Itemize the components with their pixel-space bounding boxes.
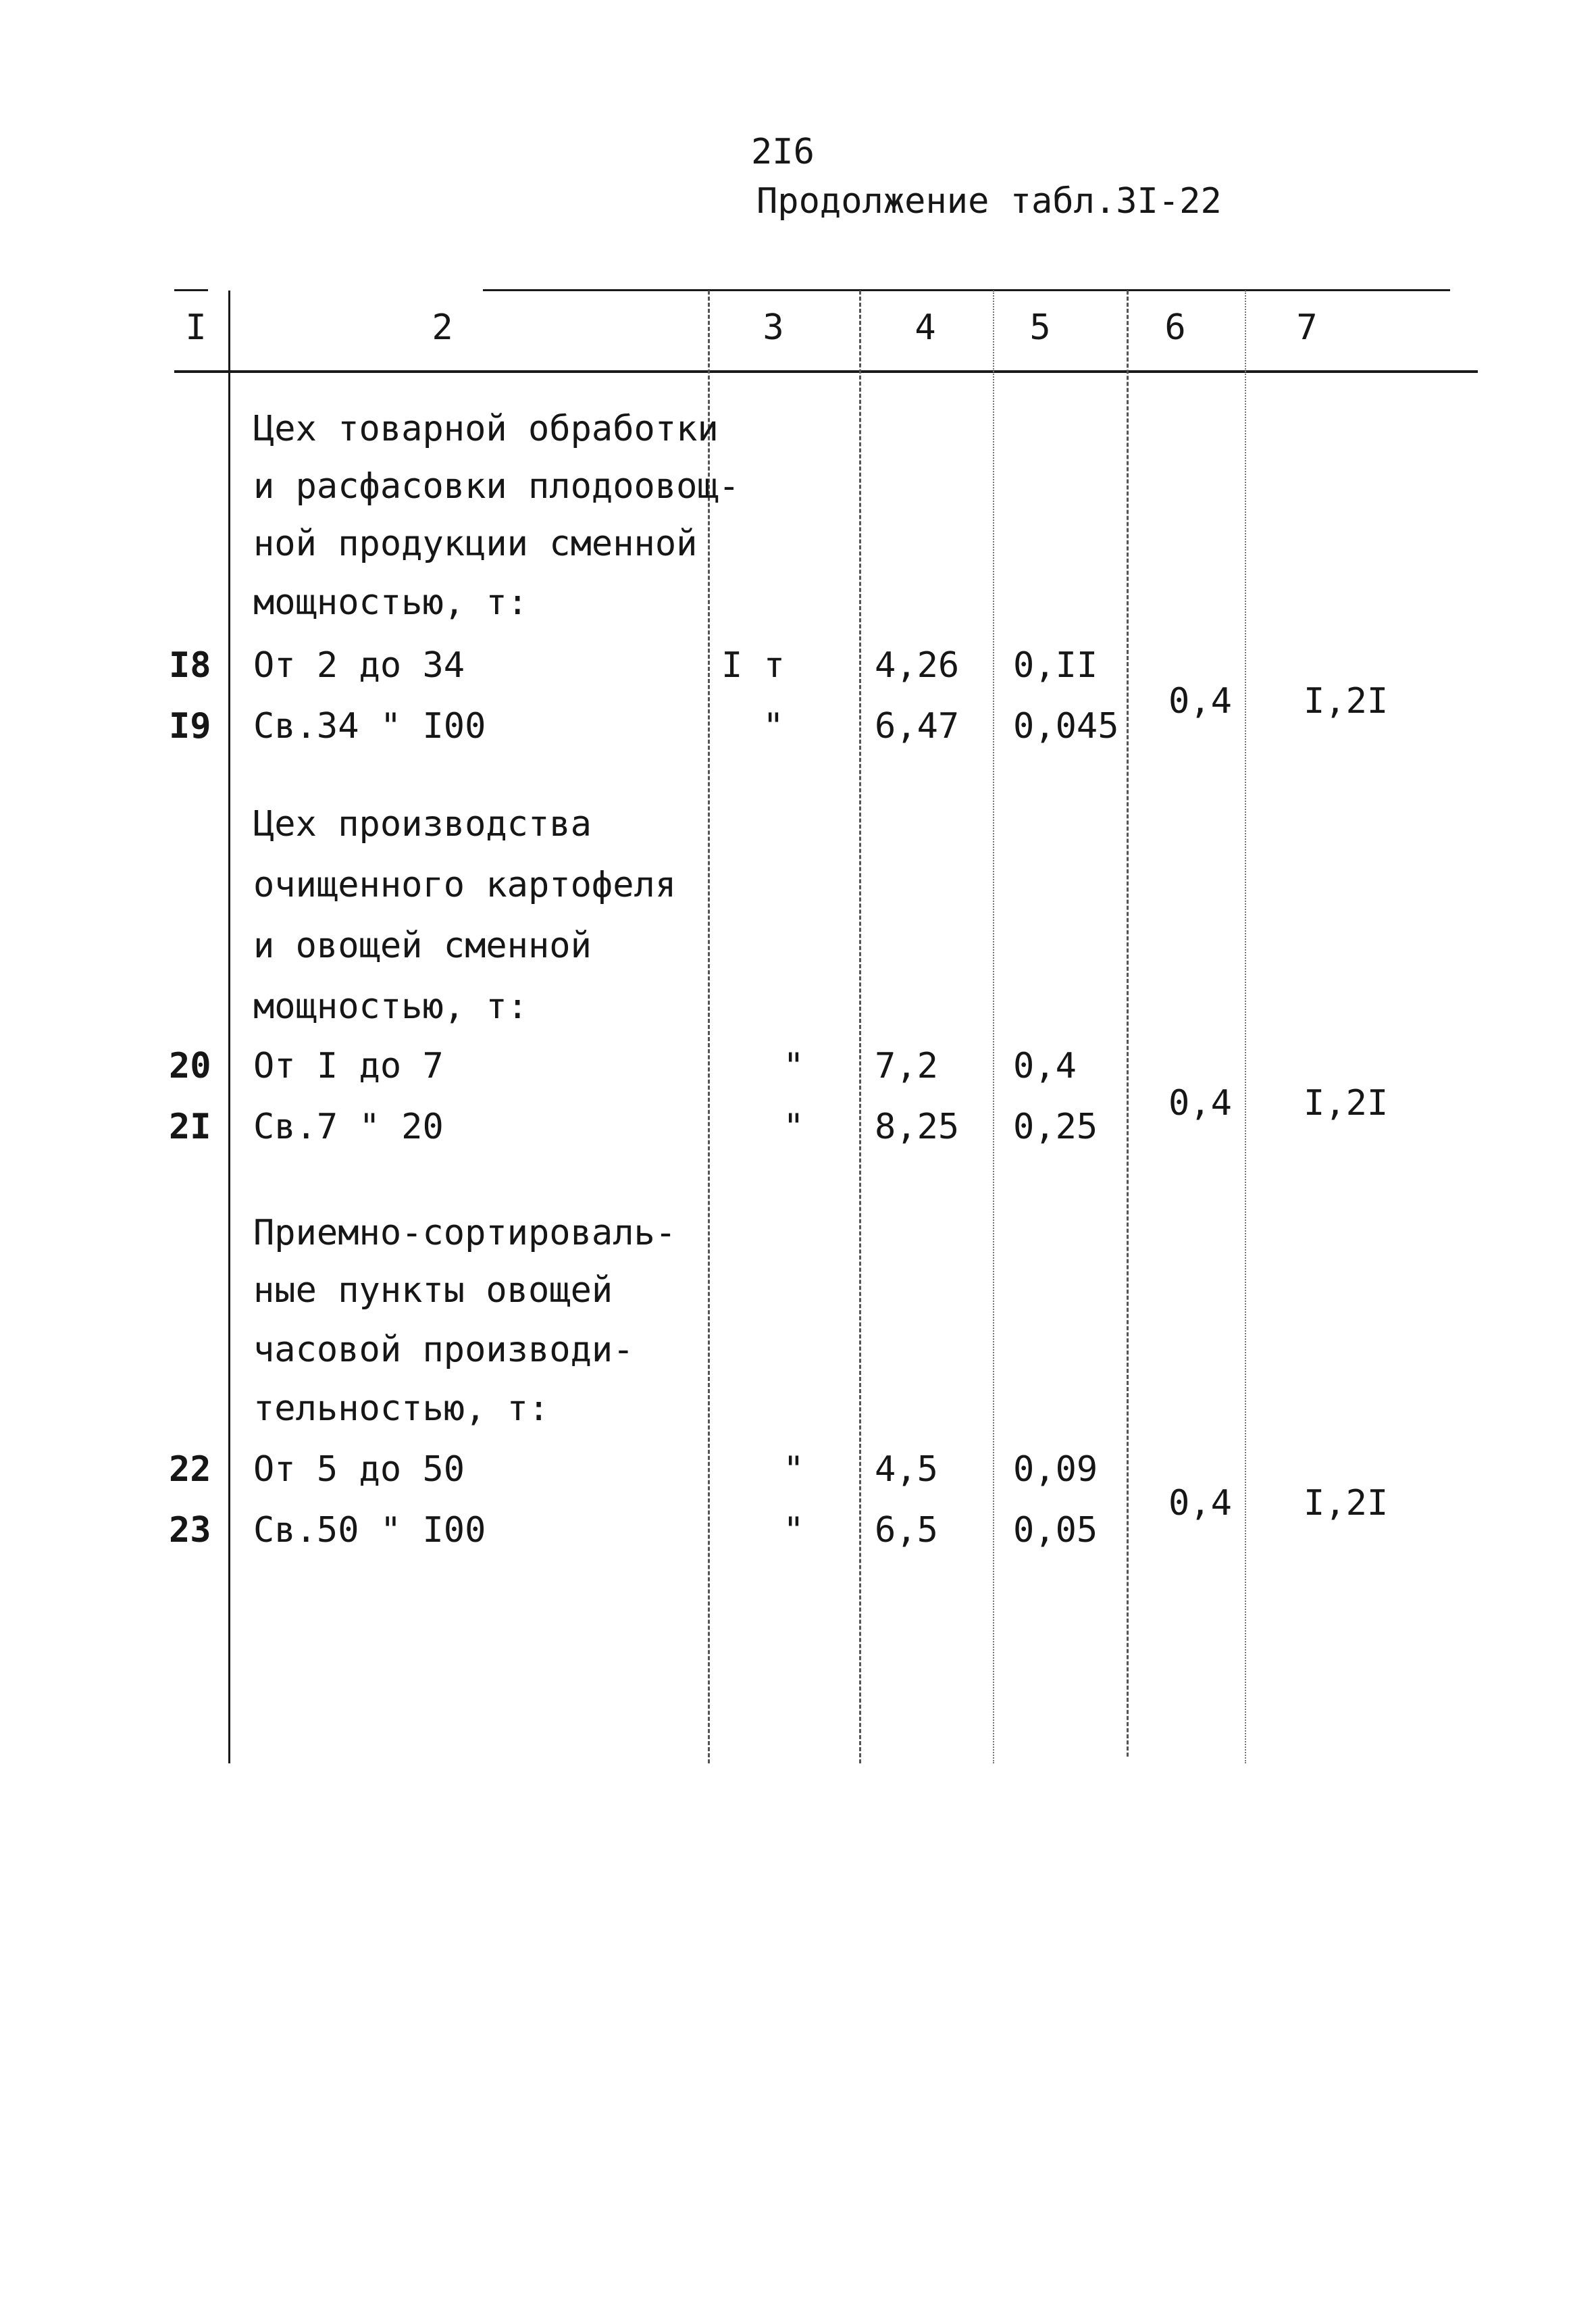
group-1-col-6: 0,4 bbox=[1168, 681, 1232, 722]
header-bottom-rule bbox=[174, 370, 1478, 373]
row-18-name: От 2 до 34 bbox=[253, 645, 465, 686]
row-23-unit: " bbox=[783, 1510, 804, 1551]
table-caption: Продолжение табл.3I-22 bbox=[756, 181, 1222, 222]
row-22-name: От 5 до 50 bbox=[253, 1449, 465, 1490]
group-3-title-line-2: ные пункты овощей bbox=[253, 1270, 613, 1311]
row-23-col-4: 6,5 bbox=[875, 1510, 938, 1551]
column-divider-5 bbox=[1127, 291, 1129, 1757]
group-2-title-line-4: мощностью, т: bbox=[253, 986, 528, 1027]
group-1-title-line-3: ной продукции сменной bbox=[253, 524, 698, 564]
row-19-name: Св.34 " I00 bbox=[253, 706, 486, 747]
header-col-5: 5 bbox=[1029, 307, 1051, 348]
group-1-title-line-1: Цех товарной обработки bbox=[253, 409, 719, 449]
row-23-number: 23 bbox=[169, 1510, 211, 1551]
row-20-col-4: 7,2 bbox=[875, 1046, 938, 1086]
row-19-col-4: 6,47 bbox=[875, 706, 960, 747]
group-2-title-line-3: и овощей сменной bbox=[253, 926, 592, 966]
group-3-col-7: I,2I bbox=[1304, 1483, 1389, 1524]
row-18-number: I8 bbox=[169, 645, 211, 686]
header-col-2: 2 bbox=[432, 307, 453, 348]
group-3-title-line-3: часовой производи- bbox=[253, 1330, 634, 1370]
row-20-col-5: 0,4 bbox=[1013, 1046, 1077, 1086]
row-23-name: Св.50 " I00 bbox=[253, 1510, 486, 1551]
row-22-col-4: 4,5 bbox=[875, 1449, 938, 1490]
row-20-number: 20 bbox=[169, 1046, 211, 1086]
row-20-name: От I до 7 bbox=[253, 1046, 444, 1086]
header-col-3: 3 bbox=[763, 307, 784, 348]
row-23-col-5: 0,05 bbox=[1013, 1510, 1098, 1551]
column-divider-3 bbox=[859, 291, 861, 1763]
group-3-col-6: 0,4 bbox=[1168, 1483, 1232, 1524]
row-19-number: I9 bbox=[169, 706, 211, 747]
row-18-unit: I т bbox=[721, 645, 785, 686]
header-col-7: 7 bbox=[1296, 307, 1318, 348]
row-21-col-5: 0,25 bbox=[1013, 1107, 1098, 1147]
group-2-col-7: I,2I bbox=[1304, 1083, 1389, 1124]
group-1-title-line-2: и расфасовки плодоовощ- bbox=[253, 466, 740, 507]
row-21-name: Св.7 " 20 bbox=[253, 1107, 444, 1147]
row-22-number: 22 bbox=[169, 1449, 211, 1490]
page-number: 2I6 bbox=[751, 132, 815, 172]
group-1-title-line-4: мощностью, т: bbox=[253, 582, 528, 623]
header-col-1: I bbox=[185, 307, 207, 348]
column-divider-4 bbox=[993, 291, 994, 1763]
row-21-number: 2I bbox=[169, 1107, 211, 1147]
group-3-title-line-1: Приемно-сортироваль- bbox=[253, 1213, 677, 1253]
column-divider-2 bbox=[708, 291, 710, 1763]
row-22-unit: " bbox=[783, 1449, 804, 1490]
row-19-col-5: 0,045 bbox=[1013, 706, 1119, 747]
group-2-title-line-2: очищенного картофеля bbox=[253, 865, 677, 905]
header-col-4: 4 bbox=[915, 307, 936, 348]
group-3-title-line-4: тельностью, т: bbox=[253, 1388, 550, 1429]
group-1-col-7: I,2I bbox=[1304, 681, 1389, 722]
header-col-6: 6 bbox=[1164, 307, 1186, 348]
row-18-col-4: 4,26 bbox=[875, 645, 960, 686]
header-top-rule bbox=[483, 289, 1450, 291]
row-19-unit: " bbox=[763, 706, 784, 747]
group-2-title-line-1: Цех производства bbox=[253, 804, 592, 845]
row-21-col-4: 8,25 bbox=[875, 1107, 960, 1147]
column-divider-1 bbox=[228, 291, 230, 1763]
header-top-rule-left bbox=[174, 289, 208, 291]
row-21-unit: " bbox=[783, 1107, 804, 1147]
column-divider-6 bbox=[1245, 291, 1246, 1763]
row-22-col-5: 0,09 bbox=[1013, 1449, 1098, 1490]
row-20-unit: " bbox=[783, 1046, 804, 1086]
group-2-col-6: 0,4 bbox=[1168, 1083, 1232, 1124]
row-18-col-5: 0,II bbox=[1013, 645, 1098, 686]
